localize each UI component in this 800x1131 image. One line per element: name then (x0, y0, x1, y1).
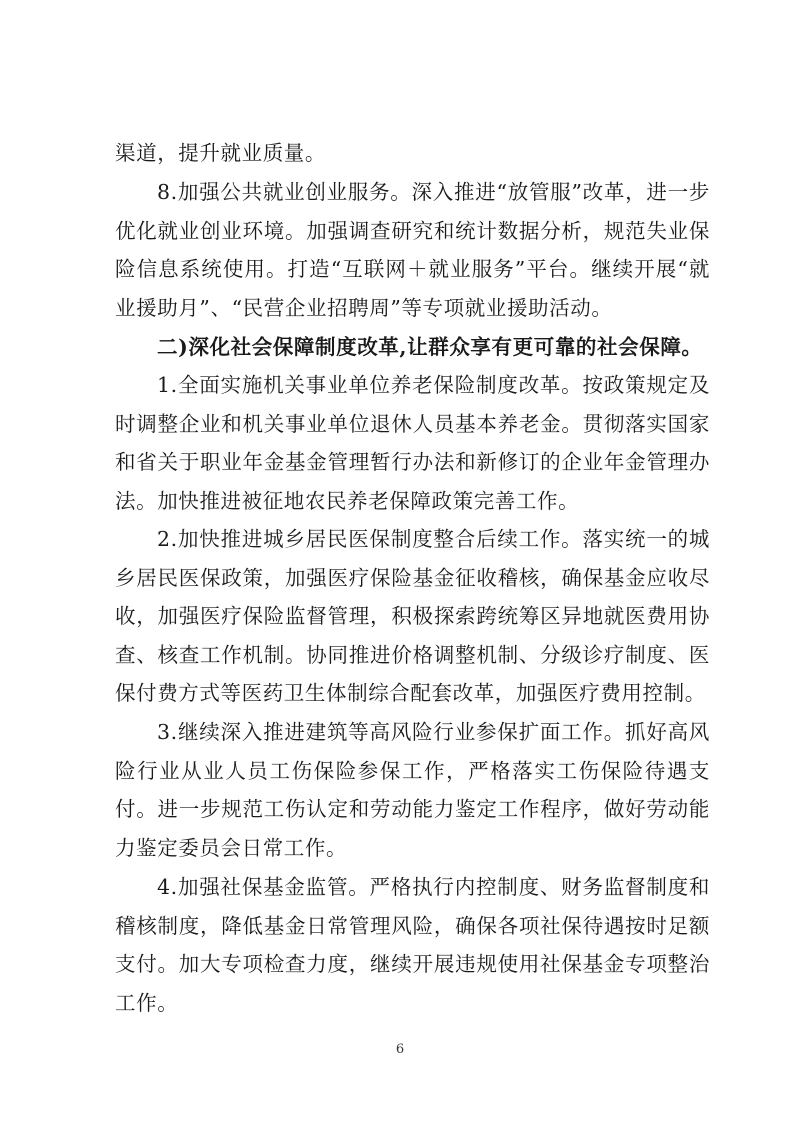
paragraph-item-1: 1.全面实施机关事业单位养老保险制度改革。按政策规定及时调整企业和机关事业单位退休人员基本养老金。贯彻落实国家和省关于职业年金基金管理暂行办法和新修订的企业年金管理办法。加快推进被征地农民养老保障政策完善工作。 (115, 373, 710, 513)
page-number: 6 (395, 1042, 405, 1057)
paragraph-item-8: 8.加强公共就业创业服务。深入推进“放管服”改革，进一步优化就业创业环境。加强调查研究和统计数据分析，规范失业保险信息系统使用。打造“互联网＋就业服务”平台。继续开展“就业援助月”、“民营企业招聘周”等专项就业援助活动。 (115, 180, 710, 320)
paragraph-item-2: 2.加快推进城乡居民医保制度整合后续工作。落实统一的城乡居民医保政策，加强医疗保险基金征收稽核，确保基金应收尽收，加强医疗保险监督管理，积极探索跨统筹区异地就医费用协查、核查工作机制。协同推进价格调整机制、分级诊疗制度、医保付费方式等医药卫生体制综合配套改革，加强医疗费用控制。 (115, 527, 710, 705)
paragraph-item-3: 3.继续深入推进建筑等高风险行业参保扩面工作。抓好高风险行业从业人员工伤保险参保工作，严格落实工伤保险待遇支付。进一步规范工伤认定和劳动能力鉴定工作程序，做好劳动能力鉴定委员会日常工作。 (115, 720, 710, 860)
paragraph-item-4: 4.加强社保基金监管。严格执行内控制度、财务监督制度和稽核制度，降低基金日常管理风险，确保各项社保待遇按时足额支付。加大专项检查力度，继续开展违规使用社保基金专项整治工作。 (115, 875, 710, 1015)
section-heading: 二)深化社会保障制度改革,让群众享有更可靠的社会保障。 (157, 335, 703, 359)
paragraph-continuation: 渠道，提升就业质量。 (115, 141, 326, 165)
